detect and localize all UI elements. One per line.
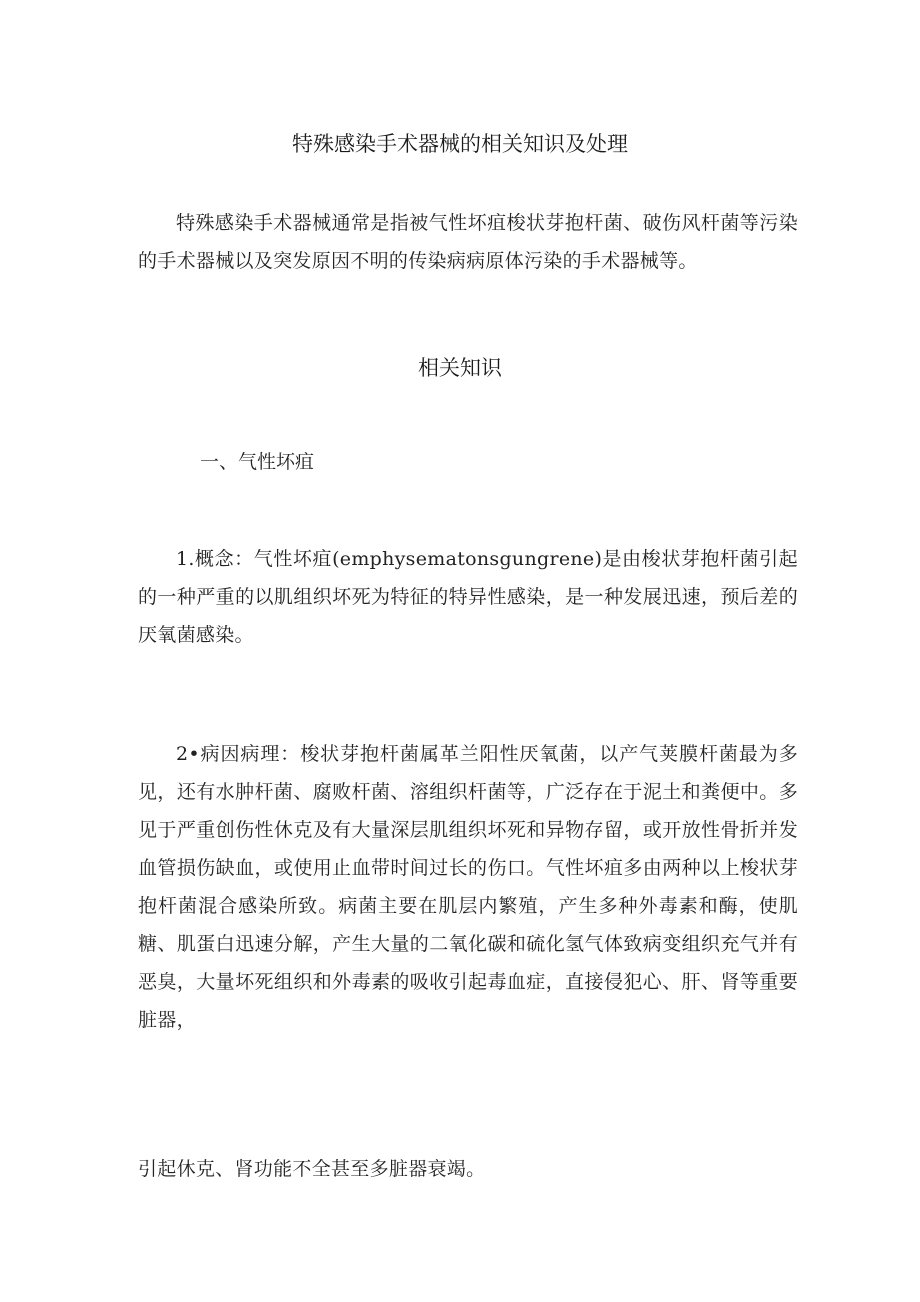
section-heading: 相关知识: [418, 356, 502, 380]
document-title: 特殊感染手术器械的相关知识及处理: [292, 132, 628, 156]
pathology-paragraph: 2•病因病理：梭状芽抱杆菌属革兰阳性厌氧菌，以产气荚膜杆菌最为多见，还有水肿杆菌、腐败杆菌、溶组织杆菌等，广泛存在于泥土和粪便中。多见于严重创伤性休克及有大量深层肌组织坏死和异物存留，或开放性骨折并发血管损伤缺血，或使用止血带时间过长的伤口。气性坏疽多由两种以上梭状芽抱杆菌混合感染所致。病菌主要在肌层内繁殖，产生多种外毒素和酶，使肌糖、肌蛋白迅速分解，产生大量的二氧化碳和硫化氢气体致病变组织充气并有恶臭，大量坏死组织和外毒素的吸收引起毒血症，直接侵犯心、肝、肾等重要脏器，: [138, 743, 798, 1031]
concept-paragraph: 1.概念：气性坏疽(emphysematonsgungrene)是由梭状芽抱杆菌引起的一种严重的以肌组织坏死为特征的特异性感染，是一种发展迅速，预后差的厌氧菌感染。: [138, 548, 798, 646]
subsection-heading: 一、气性坏疽: [200, 451, 315, 473]
continuation-paragraph: 引起休克、肾功能不全甚至多脏器衰竭。: [138, 1158, 486, 1180]
intro-paragraph: 特殊感染手术器械通常是指被气性坏疽梭状芽抱杆菌、破伤风杆菌等污染的手术器械以及突发原因不明的传染病病原体污染的手术器械等。: [138, 212, 798, 272]
